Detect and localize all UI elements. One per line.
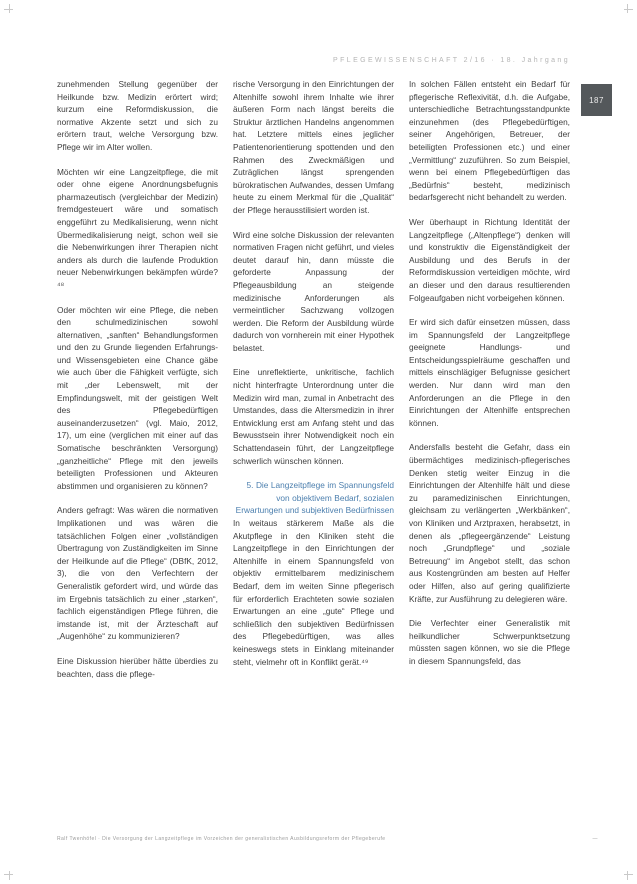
paragraph: Wird eine solche Diskussion der relevanten normativen Fragen nicht geführt, und vieles deutet darauf hin, dann müsste die geforderte Anpassung der Pflegeausbildung an steigende medizinische Anforderungen als vermeintlicher Sachzwang vollzogen werden. Die Reform der Ausbildung würde dadurch von vornherein mit einer Hypothek belastet.	[233, 229, 394, 353]
section-heading: 5. Die Langzeitpflege im Spannungsfeld von objektivem Bedarf, sozialen Erwartungen und subjektiven Bedürfnissen	[235, 480, 394, 516]
paragraph: zunehmenden Stellung gegenüber der Heilkunde bzw. Medizin erörtert wird; kurzum eine Reformdiskussion, die normative Akzente setzt und sich zu erörtern traut, welche Versorgung bzw. Pflege wir im Alter wollen.	[57, 79, 218, 152]
paragraph: Er wird sich dafür einsetzen müssen, dass im Spannungsfeld der Langzeitpflege geeignete Handlungs- und Entscheidungsspielräume geschaffen und mittels einschlägiger Befugnisse gesichert werden. Nur dann wird man den Anforderungen an die Pflege in den Einrichtungen der Altenhilfe entsprechen können.	[409, 317, 570, 428]
page-number: 187	[589, 95, 604, 105]
running-header: PFLEGEWISSENSCHAFT 2/16 · 18. Jahrgang	[333, 57, 570, 64]
paragraph: Möchten wir eine Langzeitpflege, die mit oder ohne eigene Anordnungsbefugnis pharmazeutisch (vergleichbar der Medizin) fremdgesteuert wäre und somatisch enggeführt zu Medikalisierung, wenn nicht Übermedikalisierung neigt, schon weil sie die Nebenwirkungen ihrer Therapien nicht anders als durch die laufende Produktion neuer Nebenwirkungen bekämpfen würde?⁴⁸	[57, 166, 218, 290]
crop-mark	[627, 871, 628, 880]
crop-mark	[627, 4, 628, 13]
paragraph: In weitaus stärkerem Maße als die Akutpflege in den Kliniken steht die Langzeitpflege in den Einrichtungen der Altenhilfe in einem Spannungsfeld von objektiv ermittelbarem medizinischem Bedarf, dem im weiten Sinne pflegerisch für erforderlich Erachteten sowie sozialen Erwartungen an eine „gute“ Pflege und schließlich den subjektiven Bedürfnissen des Pflegebedürftigen, was alles keineswegs stets in Einklang miteinander steht, vielmehr oft in Konflikt gerät.⁴⁹	[233, 518, 394, 667]
crop-mark	[9, 4, 10, 13]
running-footer	[57, 836, 598, 842]
footer-marker: —	[592, 836, 598, 842]
paragraph: Wer überhaupt in Richtung Identität der Langzeitpflege („Altenpflege“) denken will und konstruktiv die Eigenständigkeit der Ausbildung und des Berufs in der Reformdiskussion verteidigen möchte, wird an dieser und den daraus resultierenden Folgeaufgaben nicht vorbeigehen können.	[409, 216, 570, 303]
paragraph: Die Verfechter einer Generalistik mit heilkundlicher Schwerpunktsetzung müssten sagen können, wo sie die Pflege in diesem Spannungsfeld, das	[409, 618, 570, 666]
column-2	[233, 78, 394, 692]
column-1	[57, 78, 218, 692]
footer-text: Ralf Twenhöfel · Die Versorgung der Langzeitpflege im Vorzeichen der generalistischen Ausbildungsreform der Pflegeberufe	[57, 836, 386, 842]
paragraph: Andersfalls besteht die Gefahr, dass ein übermächtiges medizinisch-pflegerisches Denken stetig weiter Einzug in die Einrichtungen der Altenhilfe hält und diese zu paramedizinischen Einrichtungen, gleichsam zu verlängerten „Werkbänken“, von Kliniken und Arztpraxen, herabsetzt, in denen als „pflegeergänzende“ Leistung noch „Grundpflege“ und „soziale Betreuung“ im Angebot stellt, das schon aus Kostengründen am besten auf Helfer oder Hilfen, also auf gering qualifizierte Kräfte, zur Ausführung zu delegieren wäre.	[409, 442, 570, 604]
paragraph: Oder möchten wir eine Pflege, die neben den schulmedizinischen sowohl alternativen, „sanften“ Behandlungsformen und den zu Grunde liegenden Erfahrungs- und Wissensgebieten eine Chance gäbe wie auch über die Fähigkeit verfügte, sich mit „der Lebenswelt, mit der Empfindungswelt, mit der geistigen Welt des Pflegebedürftigen auseinanderzusetzen“ (vgl. Maio, 2012, 17), um eine (verglichen mit einer auf das Somatische beschränkten Versorgung) „ganzheitliche“ Pflege mit den jeweils beteiligten Professionen und Akteuren abstimmen und organisieren zu können?	[57, 304, 218, 491]
paragraph: Eine Diskussion hierüber hätte überdies zu beachten, dass die pflege-	[57, 655, 218, 679]
crop-mark	[9, 871, 10, 880]
crop-mark	[624, 9, 633, 10]
paragraph: Anders gefragt: Was wären die normativen Implikationen und was wären die tatsächlichen Folgen einer „vollständigen Übertragung von Zuständigkeiten im Sinne der Heilkunde auf die Pflege“ (DBfK, 2012, 3), die von den Verfechtern der Generalistik gefordert wird, und würde das im Ergebnis tatsächlich zu einer „starken“, fachlich eigenständigen Pflege führen, die imstande ist, mit der Ärzteschaft auf „Augenhöhe“ zu kommunizieren?	[57, 505, 218, 642]
column-3	[409, 78, 570, 692]
paragraph: In solchen Fällen entsteht ein Bedarf für pflegerische Reflexivität, d.h. die Aufgabe, unterschiedliche Betrachtungsstandpunkte einzunehmen (des Pflegebedürftigen, seiner Angehörigen, Betreuer, der beteiligten Professionen etc.) und einer „Vermittlung“ zuzuführen. So zum Beispiel, wenn bei einem Pflegebedürftigen das „Bedürfnis“ besteht, medizinisch bedarfsgerecht nicht behandelt zu werden.	[409, 79, 570, 203]
paragraph: rische Versorgung in den Einrichtungen der Altenhilfe sowohl ihrem Inhalte wie ihrer äußeren Form nach längst bereits die Struktur ärztlichen Handelns angenommen hat. Letztere mittels eines jeglicher Patientenorientierung spottenden und den Rahmen des Zweckmäßigen und Zuträglichen längst sprengenden bürokratischen Aufwandes, dessen Umfang heute zu einem Merkmal für die „Qualität“ der Pflege herausstilisiert worden ist.	[233, 79, 394, 215]
crop-mark	[624, 874, 633, 875]
article-body	[57, 78, 570, 692]
paragraph: Eine unreflektierte, unkritische, fachlich nicht hinterfragte Unterordnung unter die Medizin wird man, zumal in Anbetracht des Umstandes, dass die Altersmedizin in ihrer Entwicklung erst am Anfang steht und das Bewusstsein ihrer Notwendigkeit noch ein Schattendasein führt, der Langzeitpflege schwerlich wünschen können.	[233, 367, 394, 466]
page-number-badge	[581, 84, 612, 116]
